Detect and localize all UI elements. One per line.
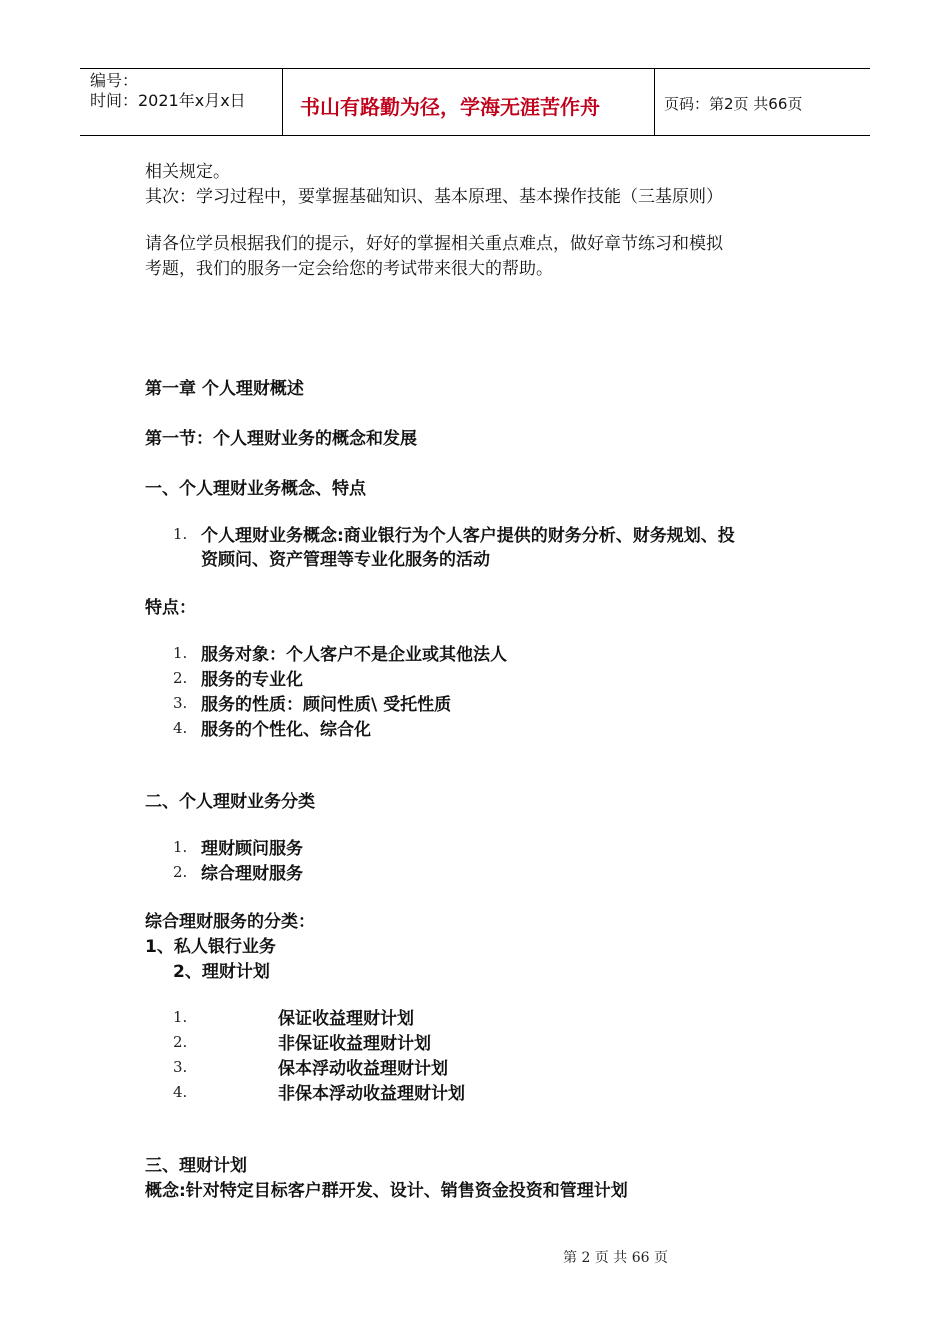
feature-text: 服务的个性化、综合化 — [201, 720, 371, 740]
feature-number: 3. — [173, 694, 188, 712]
plan-text: 保证收益理财计划 — [278, 1009, 414, 1029]
header-serial-label: 编号： — [90, 71, 139, 90]
plan-text: 保本浮动收益理财计划 — [278, 1059, 448, 1079]
intro-line-3: 请各位学员根据我们的提示，好好的掌握相关重点难点，做好章节练习和模拟 — [145, 234, 723, 254]
part1-item1-line2: 资顾问、资产管理等专业化服务的活动 — [201, 550, 490, 570]
plan-number: 4. — [173, 1083, 188, 1101]
header-bottom-border — [80, 135, 870, 136]
part1-item1-line1: 个人理财业务概念:商业银行为个人客户提供的财务分析、财务规划、投 — [201, 526, 735, 546]
part2-item-text: 理财顾问服务 — [201, 839, 303, 859]
header-motto: 书山有路勤为径，学海无涯苦作舟 — [300, 95, 600, 119]
feature-number: 4. — [173, 719, 188, 737]
plan-text: 非保证收益理财计划 — [278, 1034, 431, 1054]
part2-item-number: 2. — [173, 863, 188, 881]
header-page-info: 页码：第2页 共66页 — [664, 95, 803, 113]
feature-number: 2. — [173, 669, 188, 687]
intro-line-4: 考题，我们的服务一定会给您的考试带来很大的帮助。 — [145, 259, 553, 279]
plan-number: 1. — [173, 1008, 188, 1026]
features-label: 特点： — [145, 598, 196, 618]
part1-heading: 一、个人理财业务概念、特点 — [145, 479, 366, 499]
section-title: 第一节：个人理财业务的概念和发展 — [145, 429, 417, 449]
feature-number: 1. — [173, 644, 188, 662]
header-date: 时间：2021年x月x日 — [90, 91, 246, 110]
intro-line-2: 其次：学习过程中，要掌握基础知识、基本原理、基本操作技能（三基原则） — [145, 187, 723, 207]
plan-number: 2. — [173, 1033, 188, 1051]
feature-text: 服务对象：个人客户不是企业或其他法人 — [201, 645, 507, 665]
chapter-title: 第一章 个人理财概述 — [145, 379, 304, 399]
part1-item1-number: 1. — [173, 525, 188, 543]
intro-line-1: 相关规定。 — [145, 162, 230, 182]
part3-heading: 三、理财计划 — [145, 1156, 247, 1176]
plan-number: 3. — [173, 1058, 188, 1076]
classification-label: 综合理财服务的分类： — [145, 912, 315, 932]
plan-text: 非保本浮动收益理财计划 — [278, 1084, 465, 1104]
header-top-border — [80, 68, 870, 69]
part3-concept: 概念:针对特定目标客户群开发、设计、销售资金投资和管理计划 — [145, 1181, 628, 1201]
private-banking: 1、私人银行业务 — [145, 937, 276, 957]
feature-text: 服务的专业化 — [201, 670, 303, 690]
header-divider-right — [654, 68, 655, 136]
part2-item-text: 综合理财服务 — [201, 864, 303, 884]
feature-text: 服务的性质：顾问性质\ 受托性质 — [201, 695, 452, 715]
page-footer: 第 2 页 共 66 页 — [563, 1250, 668, 1266]
plans-label: 2、理财计划 — [173, 962, 270, 982]
header-divider-left — [282, 68, 283, 136]
part2-heading: 二、个人理财业务分类 — [145, 792, 315, 812]
part2-item-number: 1. — [173, 838, 188, 856]
